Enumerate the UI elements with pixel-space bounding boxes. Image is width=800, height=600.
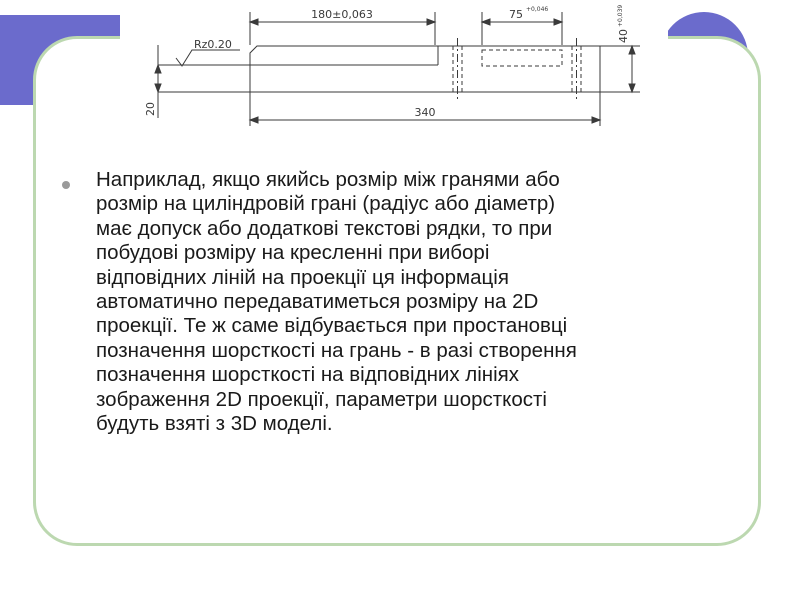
dim-slot-length: 75 [509,8,523,21]
roughness-value: Rz0.20 [194,38,232,51]
bullet-dot [62,181,70,189]
dim-top-length: 180±0,063 [311,8,373,21]
dim-left: 20 [144,102,157,116]
dim-slot-tolerance: +0,046 [526,6,549,13]
dim-height-tolerance: +0,039 [617,4,624,27]
technical-drawing [120,0,668,128]
bullet-text: Наприклад, якщо якийсь розмір між гранями або розмір на циліндровій грані (радіус або діаметр) має допуск або додаткові текстові рядки, то при побудові розміру на кресленні при виборі відповідних ліній на проекції ця інформація автоматично передаватиметься розміру на 2D проекції. Те ж саме відбувається при простановці позначення шорсткості на грань - в разі створення позначення шорсткості на відповідних лініях зображення 2D проекції, параметри шорсткості будуть взяті з 3D моделі. [96,168,577,436]
dim-height: 40 [617,29,630,43]
dim-total-length: 340 [414,106,436,119]
